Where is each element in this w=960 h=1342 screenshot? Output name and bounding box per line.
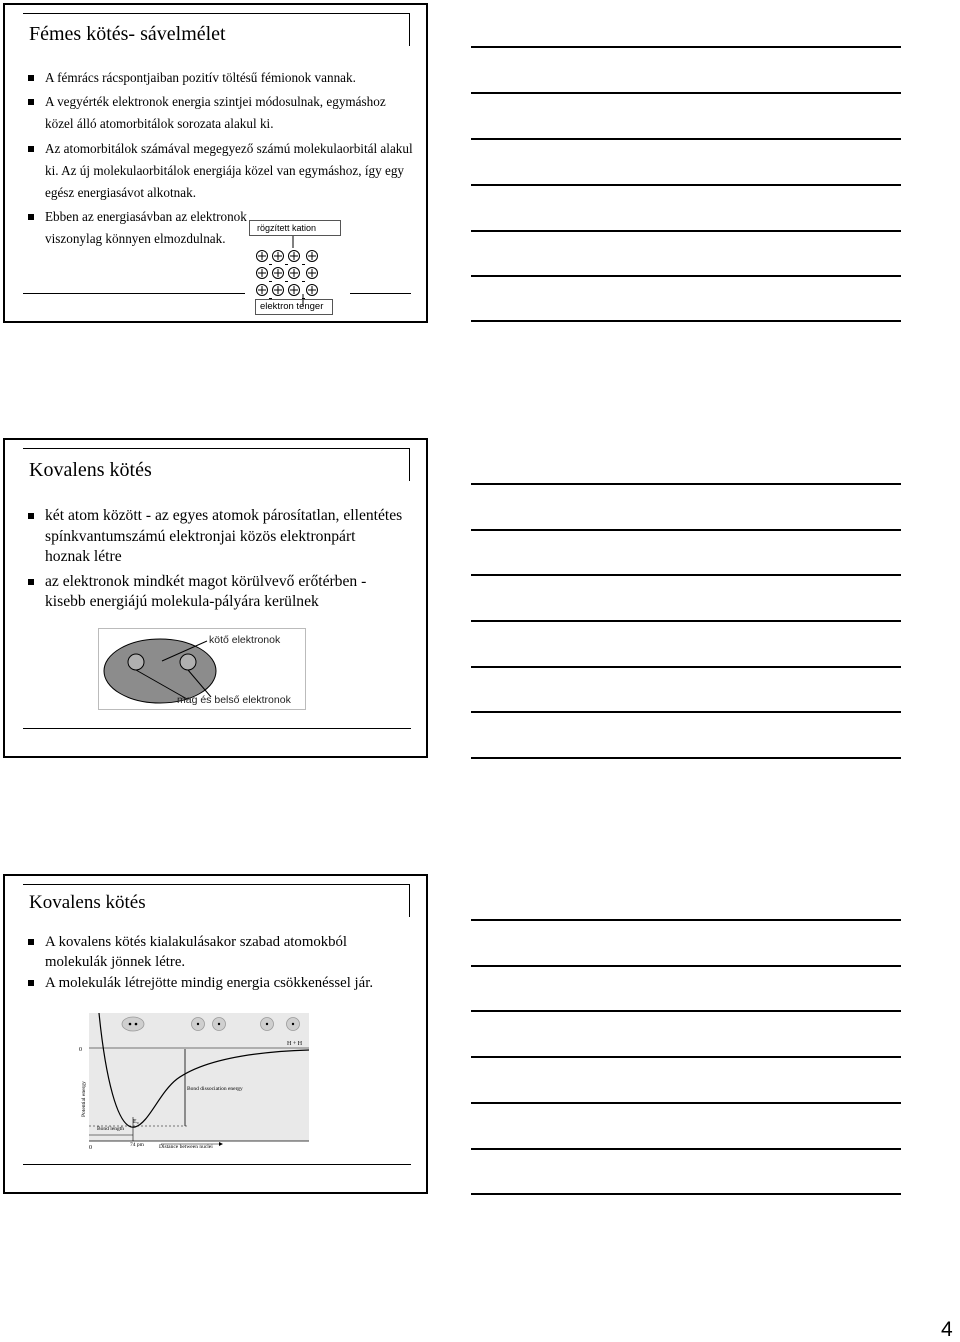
x-zero-label: 0 [89,1145,92,1151]
notes-line [471,757,901,759]
electron-sea-label: elektron tenger [255,299,333,315]
page-number: 4 [941,1318,953,1341]
notes-line [471,483,901,485]
slide-2-title: Kovalens kötés [29,459,152,481]
notes-line [471,230,901,232]
bullet-item: A kovalens kötés kialakulásakor szabad atomokból molekulák jönnek létre. [23,933,403,972]
notes-line [471,92,901,94]
metal-lattice-diagram [245,220,355,315]
slide-3-title: Kovalens kötés [29,892,146,913]
cation-grid [245,236,355,306]
bullet-item: az elektronok mindkét magot körülvevő erőtérben - kisebb energiájú molekula-pályára kerülnek [23,572,403,613]
notes-line [471,620,901,622]
notes-line [471,138,901,140]
bullet-square-icon [28,146,34,152]
bullet-square-icon [28,939,34,945]
bullet-item: két atom között - az egyes atomok párosítatlan, ellentétes spínkvantumszámú elektronjai közös elektronpárt hoznak létre [23,506,403,568]
bullet-item: Az atomorbitálok számával megegyező számú molekulaorbitál alakul ki. Az új molekulaorbitálok energiája közel van egymáshoz, így egy egész energiasávot alkotnak. [23,138,415,205]
slide-1 [3,3,428,323]
notes-line [471,666,901,668]
potential-energy-figure [77,1013,311,1151]
slide-3 [3,874,428,1194]
notes-line [471,1193,901,1195]
notes-line [471,529,901,531]
e0-label: E₀ [133,1119,139,1125]
notes-line [471,574,901,576]
h-plus-h-label: H + H [287,1041,303,1047]
bullet-square-icon [28,980,34,986]
x-tick-74pm-label: 74 pm [130,1142,144,1148]
bullet-square-icon [28,214,34,220]
bonding-electrons-label: kötő elektronok [209,634,281,646]
bullet-square-icon [28,579,34,585]
notes-line [471,1010,901,1012]
slide-2 [3,438,428,758]
bullet-square-icon [28,99,34,105]
slide-2-bullets [23,506,403,617]
notes-line [471,711,901,713]
slide-3-bottom-rule [23,1164,411,1165]
slide-1-bullets [23,67,415,253]
notes-line [471,320,901,322]
nucleus-inner-electrons-label: mag és belső elektronok [177,694,291,706]
slide-3-bullets [23,933,403,996]
notes-line [471,1056,901,1058]
bullet-item: A molekulák létrejötte mindig energia csökkenéssel jár. [23,974,403,994]
y-axis-label: Potential energy [81,1081,87,1117]
bullet-square-icon [28,75,34,81]
notes-line [471,46,901,48]
x-axis-label: Distance between nuclei [159,1144,213,1150]
bullet-item: A fémrács rácspontjaiban pozitív töltésű fémionok vannak. [23,67,415,89]
notes-line [471,919,901,921]
bond-length-label: Bond length [97,1126,125,1132]
notes-line [471,184,901,186]
covalent-bond-diagram [98,628,306,710]
bullet-square-icon [28,513,34,519]
notes-line [471,965,901,967]
slide-2-bottom-rule [23,728,411,729]
bullet-item: A vegyérték elektronok energia szintjei módosulnak, egymáshoz közel álló atomorbitálok sorozata alakul ki. [23,91,415,135]
bullet-item: Ebben az energiasávban az elektronok viszonylag könnyen elmozdulnak. [23,206,261,250]
notes-line [471,1148,901,1150]
notes-line [471,1102,901,1104]
bond-dissociation-label: Bond dissociation energy [187,1086,243,1092]
slide-1-bottom-rule-right [350,293,411,294]
slide-1-title: Fémes kötés- sávelmélet [29,23,226,45]
zero-energy-label: 0 [79,1047,82,1053]
notes-line [471,275,901,277]
fixed-cation-label: rögzített kation [249,220,341,236]
slide-1-bottom-rule [23,293,245,294]
